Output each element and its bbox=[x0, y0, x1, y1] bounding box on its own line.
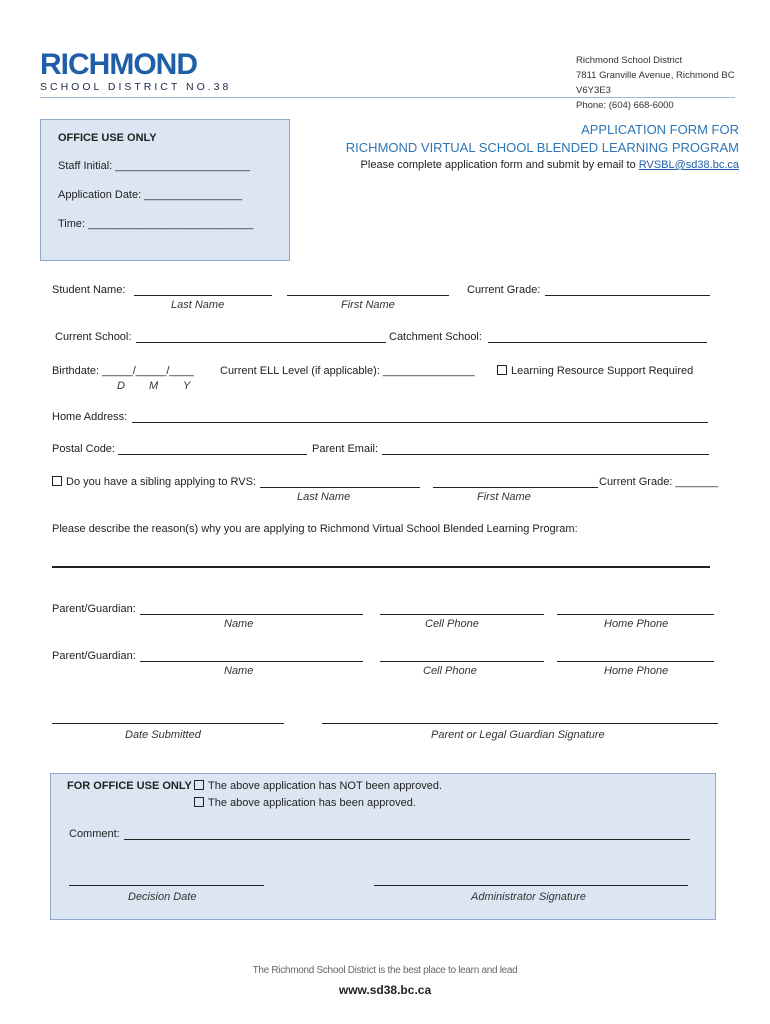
date-submitted-input[interactable] bbox=[52, 723, 284, 724]
lrs-label: Learning Resource Support Required bbox=[511, 365, 694, 377]
sibling-question-label: Do you have a sibling applying to RVS: bbox=[66, 476, 256, 488]
postal-code-input[interactable] bbox=[118, 454, 307, 455]
birthdate-y: Y bbox=[183, 380, 191, 392]
guardian2-cell-caption: Cell Phone bbox=[423, 665, 477, 677]
not-approved-option[interactable] bbox=[194, 780, 442, 793]
office-use-title: OFFICE USE ONLY bbox=[58, 132, 157, 144]
approved-checkbox[interactable] bbox=[194, 797, 204, 807]
guardian2-label: Parent/Guardian: bbox=[52, 650, 136, 662]
guardian1-cell-input[interactable] bbox=[380, 614, 544, 615]
instruction-text: Please complete application form and submit by email to bbox=[360, 159, 639, 171]
sibling-first-name-input[interactable] bbox=[433, 487, 598, 488]
form-title bbox=[346, 121, 739, 172]
guardian1-home-caption: Home Phone bbox=[604, 618, 669, 630]
sibling-current-grade[interactable]: Current Grade: _______ bbox=[599, 476, 719, 488]
admin-signature-input[interactable] bbox=[374, 885, 688, 886]
time-field[interactable]: Time: ___________________________ bbox=[58, 218, 254, 230]
current-school-label: Current School: bbox=[55, 331, 132, 343]
guardian1-label: Parent/Guardian: bbox=[52, 603, 136, 615]
home-address-label: Home Address: bbox=[52, 411, 128, 423]
guardian-signature-caption: Parent or Legal Guardian Signature bbox=[431, 729, 605, 741]
comment-label: Comment: bbox=[69, 828, 120, 840]
guardian2-home-input[interactable] bbox=[557, 661, 714, 662]
not-approved-checkbox[interactable] bbox=[194, 780, 204, 790]
application-date-field[interactable]: Application Date: ________________ bbox=[58, 189, 243, 201]
guardian1-cell-caption: Cell Phone bbox=[425, 618, 479, 630]
sibling-last-name-caption: Last Name bbox=[297, 491, 351, 503]
title-instruction bbox=[346, 159, 739, 172]
logo-sub: SCHOOL DISTRICT NO.38 bbox=[40, 81, 232, 93]
guardian-signature-input[interactable] bbox=[322, 723, 718, 724]
student-last-name-input[interactable] bbox=[134, 295, 272, 296]
guardian2-name-caption: Name bbox=[224, 665, 254, 677]
lrs-option[interactable] bbox=[497, 365, 693, 378]
guardian1-home-input[interactable] bbox=[557, 614, 714, 615]
district-address: 7811 Granville Avenue, Richmond BC V6Y3E3 bbox=[576, 70, 735, 96]
guardian2-name-input[interactable] bbox=[140, 661, 363, 662]
birthdate-d: D bbox=[117, 380, 125, 392]
email-link[interactable]: RVSBL@sd38.bc.ca bbox=[638, 159, 739, 171]
district-name: Richmond School District bbox=[576, 55, 683, 66]
first-name-caption: First Name bbox=[341, 299, 395, 311]
footer-tagline: The Richmond School District is the best place to learn and lead bbox=[252, 965, 518, 976]
birthdate-m: M bbox=[149, 380, 159, 392]
header-divider bbox=[40, 97, 735, 98]
office-bottom-title: FOR OFFICE USE ONLY bbox=[67, 780, 192, 792]
last-name-caption: Last Name bbox=[171, 299, 225, 311]
guardian1-name-caption: Name bbox=[224, 618, 254, 630]
current-grade-label: Current Grade: bbox=[467, 284, 541, 296]
parent-email-input[interactable] bbox=[382, 454, 709, 455]
sibling-question[interactable] bbox=[52, 476, 256, 489]
ell-level-field[interactable]: Current ELL Level (if applicable): _______________ bbox=[220, 365, 475, 377]
home-address-input[interactable] bbox=[132, 422, 708, 423]
sibling-first-name-caption: First Name bbox=[477, 491, 531, 503]
title-line2: RICHMOND VIRTUAL SCHOOL BLENDED LEARNING PROGRAM bbox=[345, 140, 739, 155]
current-school-input[interactable] bbox=[136, 342, 386, 343]
catchment-school-label: Catchment School: bbox=[389, 331, 482, 343]
approved-option[interactable] bbox=[194, 797, 416, 810]
title-line1: APPLICATION FORM FOR bbox=[581, 122, 739, 137]
parent-email-label: Parent Email: bbox=[312, 443, 379, 455]
reason-prompt: Please describe the reason(s) why you are applying to Richmond Virtual School Blended Learning Program: bbox=[52, 523, 578, 535]
catchment-school-input[interactable] bbox=[488, 342, 707, 343]
not-approved-label: The above application has NOT been approved. bbox=[208, 780, 443, 792]
office-use-box-top bbox=[40, 119, 290, 261]
sibling-last-name-input[interactable] bbox=[260, 487, 420, 488]
sibling-checkbox[interactable] bbox=[52, 476, 62, 486]
admin-signature-caption: Administrator Signature bbox=[471, 891, 586, 903]
district-contact bbox=[576, 53, 770, 113]
comment-input[interactable] bbox=[124, 839, 690, 840]
reason-input-line[interactable] bbox=[52, 566, 710, 568]
district-phone: Phone: (604) 668-6000 bbox=[576, 100, 674, 111]
guardian1-name-input[interactable] bbox=[140, 614, 363, 615]
postal-code-label: Postal Code: bbox=[52, 443, 115, 455]
decision-date-caption: Decision Date bbox=[128, 891, 197, 903]
decision-date-input[interactable] bbox=[69, 885, 264, 886]
date-submitted-caption: Date Submitted bbox=[125, 729, 201, 741]
logo-main: RICHMOND bbox=[40, 48, 197, 81]
approved-label: The above application has been approved. bbox=[208, 797, 416, 809]
birthdate-field[interactable]: Birthdate: _____/_____/____ bbox=[52, 365, 194, 377]
current-grade-input[interactable] bbox=[545, 295, 710, 296]
staff-initial-field[interactable]: Staff Initial: ______________________ bbox=[58, 160, 250, 172]
student-first-name-input[interactable] bbox=[287, 295, 449, 296]
student-name-label: Student Name: bbox=[52, 284, 126, 296]
footer-website[interactable]: www.sd38.bc.ca bbox=[338, 983, 432, 997]
lrs-checkbox[interactable] bbox=[497, 365, 507, 375]
office-use-box-bottom bbox=[50, 773, 716, 920]
guardian2-home-caption: Home Phone bbox=[604, 665, 669, 677]
district-logo bbox=[40, 50, 231, 93]
guardian2-cell-input[interactable] bbox=[380, 661, 544, 662]
